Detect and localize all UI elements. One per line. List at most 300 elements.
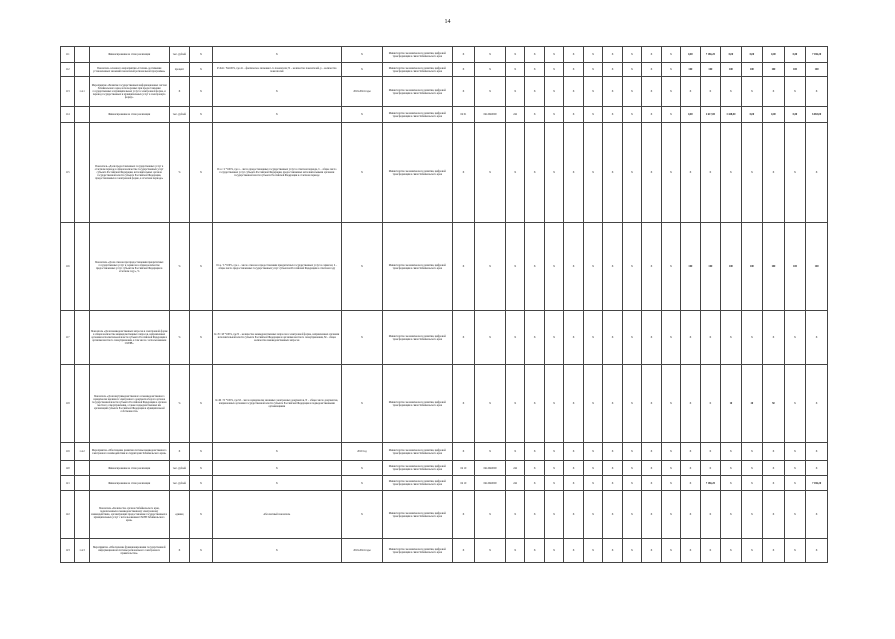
value-cell: X [564, 311, 583, 365]
value-cell: 2 617,00 [700, 107, 721, 123]
value-cell: X [544, 63, 563, 77]
value-cell: 50 [763, 365, 785, 443]
value-cell: X [475, 365, 506, 443]
value-cell: X [544, 77, 563, 107]
value-cell: 7 186,20 [700, 47, 721, 63]
period-cell: X [341, 476, 382, 491]
value-cell: X [763, 123, 785, 223]
value-cell: X [622, 77, 641, 107]
item-code-cell: 1.4.3 [75, 539, 89, 563]
value-cell: X [505, 47, 524, 63]
value-cell: X [583, 491, 602, 539]
table-row [61, 123, 828, 223]
value-cell: X [583, 476, 602, 491]
value-cell: X [622, 223, 641, 311]
value-cell: X [525, 107, 544, 123]
value-cell: X [763, 539, 785, 563]
value-cell: X [806, 461, 828, 476]
value-cell: X [681, 476, 700, 491]
period-cell: X [341, 107, 382, 123]
row-number-cell: 115 [61, 123, 75, 223]
value-cell: X [583, 223, 602, 311]
value-cell: X [741, 539, 763, 563]
value-cell: X [475, 311, 506, 365]
value-cell: X [525, 77, 544, 107]
value-cell: X [784, 123, 806, 223]
value-cell: X [583, 63, 602, 77]
page-number: 14 [444, 19, 451, 25]
value-cell: X [475, 47, 506, 63]
period-cell: X [341, 311, 382, 365]
value-cell: X [806, 77, 828, 107]
value-cell: X [741, 123, 763, 223]
value-cell: 0,00 [763, 107, 785, 123]
value-cell: X [642, 461, 661, 476]
value-cell: X [544, 539, 563, 563]
value-cell: X [505, 443, 524, 461]
value-cell: X [603, 491, 622, 539]
value-cell: X [622, 123, 641, 223]
value-cell: X [721, 443, 742, 461]
value-cell: X [700, 311, 721, 365]
value-cell: X [583, 77, 602, 107]
unit-cell: % [169, 223, 190, 311]
value-cell: X [544, 476, 563, 491]
value-cell: 04 10 [452, 476, 475, 491]
value-cell: X [564, 223, 583, 311]
value-cell: X [642, 311, 661, 365]
value-cell: X [475, 123, 506, 223]
responsible-cell: Министерство экономического развития, цифровой трансформации и связи Забайкальского края [382, 443, 452, 461]
value-cell: X [603, 311, 622, 365]
value-cell: X [661, 461, 680, 476]
value-cell: 100 [681, 63, 700, 77]
value-cell: X [681, 491, 700, 539]
value-cell: X [622, 365, 641, 443]
formula-cell: Абсолютный показатель [212, 491, 341, 539]
formula-cell: X [212, 107, 341, 123]
type-cell: X [190, 365, 213, 443]
row-number-cell: 120 [61, 461, 75, 476]
responsible-cell: Министерство экономического развития, цифровой трансформации и связи Забайкальского края [382, 461, 452, 476]
value-cell: X [544, 223, 563, 311]
row-number-cell: 121 [61, 476, 75, 491]
value-cell: X [681, 123, 700, 223]
value-cell: X [544, 443, 563, 461]
value-cell: X [642, 123, 661, 223]
value-cell: 0,00 [681, 47, 700, 63]
value-cell: X [700, 77, 721, 107]
value-cell: 0,00 [681, 107, 700, 123]
value-cell: X [525, 123, 544, 223]
type-cell: X [190, 476, 213, 491]
period-cell: 2019-2024 годы [341, 77, 382, 107]
value-cell: X [525, 47, 544, 63]
value-cell: X [622, 539, 641, 563]
value-cell: X [661, 107, 680, 123]
value-cell: X [806, 539, 828, 563]
unit-cell: % [169, 365, 190, 443]
value-cell: X [603, 365, 622, 443]
responsible-cell: Министерство экономического развития, цифровой трансформации и связи Забайкальского края [382, 77, 452, 107]
table-row [61, 63, 828, 77]
value-cell: X [661, 223, 680, 311]
value-cell: X [661, 77, 680, 107]
value-cell: X [784, 365, 806, 443]
formula-cell: K=N / M *100%, где N – количество межведомственных запросов в электронной форме, направленных органами исполнительной власти субъекта Российской Федерации и органами местного самоуправления, M – общее количество межведомственных запросов [212, 311, 341, 365]
value-cell: X [741, 77, 763, 107]
item-name-cell: Показатель «Количество органов Забайкальского края, подключенных к межведомственному электронному взаимодействию, организующих предоставление государственных и муниципальных услуг с использованием СМЭВ Забайкальского края» [89, 491, 169, 539]
value-cell: X [661, 476, 680, 491]
formula-cell: X [212, 539, 341, 563]
unit-cell: тыс. рублей [169, 461, 190, 476]
value-cell: X [564, 63, 583, 77]
value-cell: X [622, 443, 641, 461]
value-cell: X [452, 365, 475, 443]
value-cell: 100 [806, 223, 828, 311]
value-cell: X [642, 491, 661, 539]
formula-cell: X [212, 461, 341, 476]
value-cell: X [564, 461, 583, 476]
item-name-cell: Показатель «Доля отказов при предоставлении приоритетных государственных услуг и сервисов в общем количестве предоставленных услуг субъектом Российской Федерации в отчетном году», % [89, 223, 169, 311]
value-cell: X [544, 365, 563, 443]
value-cell: X [544, 123, 563, 223]
item-name-cell: Мероприятие «Обеспечение функционирования государственной информационной системы регионального электронного правительства» [89, 539, 169, 563]
unit-cell: X [169, 77, 190, 107]
value-cell: X [741, 461, 763, 476]
table-row [61, 539, 828, 563]
value-cell: X [622, 491, 641, 539]
value-cell: X [525, 311, 544, 365]
value-cell: X [741, 443, 763, 461]
period-cell: X [341, 491, 382, 539]
value-cell: X [564, 365, 583, 443]
period-cell: X [341, 47, 382, 63]
type-cell: X [190, 107, 213, 123]
value-cell: X [806, 491, 828, 539]
value-cell: 100 [741, 223, 763, 311]
value-cell: X [525, 443, 544, 461]
period-cell: X [341, 461, 382, 476]
value-cell: X [700, 443, 721, 461]
value-cell: X [721, 77, 742, 107]
value-cell: X [564, 539, 583, 563]
responsible-cell: Министерство экономического развития, цифровой трансформации и связи Забайкальского края [382, 311, 452, 365]
value-cell: X [603, 476, 622, 491]
item-code-cell: 1.4.1 [75, 77, 89, 107]
value-cell: 0,00 [741, 47, 763, 63]
value-cell: X [505, 63, 524, 77]
table-row [61, 476, 828, 491]
value-cell: 242 [505, 476, 524, 491]
value-cell: X [700, 365, 721, 443]
value-cell: X [681, 539, 700, 563]
value-cell: X [583, 365, 602, 443]
value-cell: X [806, 123, 828, 223]
value-cell: X [452, 77, 475, 107]
row-number-cell: 114 [61, 107, 75, 123]
value-cell: X [505, 223, 524, 311]
value-cell: X [763, 77, 785, 107]
row-number-cell: 123 [61, 539, 75, 563]
formula-cell: X [212, 77, 341, 107]
value-cell: X [583, 311, 602, 365]
value-cell: X [806, 365, 828, 443]
value-cell: X [475, 63, 506, 77]
row-number-cell: 117 [61, 311, 75, 365]
value-cell: 0412040000 [475, 461, 506, 476]
value-cell: X [525, 539, 544, 563]
value-cell: X [784, 77, 806, 107]
value-cell: X [452, 63, 475, 77]
value-cell: 100 [763, 63, 785, 77]
value-cell: X [452, 123, 475, 223]
value-cell: X [452, 539, 475, 563]
value-cell: X [661, 491, 680, 539]
value-cell: 0,00 [741, 107, 763, 123]
item-name-cell: Мероприятие «Развитие государственных информационных систем Забайкальского края, используемых при предоставлении государственных и муниципальных услуг в электронной форме, и перевод государственных и муниципальных услуг в электронную форму» [89, 77, 169, 107]
value-cell: X [603, 443, 622, 461]
row-number-cell: 122 [61, 491, 75, 539]
table-row [61, 461, 828, 476]
value-cell: X [505, 123, 524, 223]
value-cell: X [700, 123, 721, 223]
unit-cell: единиц [169, 491, 190, 539]
item-name-cell: Финансирование на этапе реализации [89, 107, 169, 123]
value-cell: X [525, 365, 544, 443]
value-cell: 3 448,00 [721, 107, 742, 123]
value-cell: 10 [721, 365, 742, 443]
value-cell: X [583, 107, 602, 123]
value-cell: X [564, 491, 583, 539]
responsible-cell: Министерство экономического развития, цифровой трансформации и связи Забайкальского края [382, 223, 452, 311]
value-cell: X [784, 311, 806, 365]
value-cell: X [544, 107, 563, 123]
type-cell: X [190, 63, 213, 77]
value-cell: X [681, 77, 700, 107]
type-cell: X [190, 461, 213, 476]
value-cell: X [661, 443, 680, 461]
value-cell: X [622, 47, 641, 63]
value-cell: X [564, 107, 583, 123]
value-cell: X [784, 539, 806, 563]
value-cell: X [505, 539, 524, 563]
item-code-cell [75, 107, 89, 123]
value-cell: X [784, 461, 806, 476]
item-code-cell [75, 223, 89, 311]
value-cell: 20 [741, 365, 763, 443]
value-cell: X [681, 461, 700, 476]
value-cell: 100 [763, 223, 785, 311]
value-cell: X [583, 47, 602, 63]
value-cell: 0412040000 [475, 476, 506, 491]
value-cell: 0,00 [784, 47, 806, 63]
value-cell: 0,00 [721, 47, 742, 63]
item-name-cell: Показатель «Доля предоставленных государственных услуг в отчетном периоде в общем количестве государственных услуг субъекта Российской Федерации, исполнительных органов государственной власти субъекта Российской Федерации, предоставляемых в электронной форме, в отчетном периоде» [89, 123, 169, 223]
period-cell: X [341, 123, 382, 223]
value-cell: 100 [681, 223, 700, 311]
table-row [61, 47, 828, 63]
value-cell: X [642, 77, 661, 107]
value-cell: X [661, 539, 680, 563]
value-cell: 100 [700, 63, 721, 77]
item-code-cell [75, 476, 89, 491]
value-cell: X [741, 311, 763, 365]
table-row [61, 443, 828, 461]
row-number-cell: 118 [61, 365, 75, 443]
value-cell: X [763, 491, 785, 539]
item-code-cell [75, 63, 89, 77]
table-row [61, 107, 828, 123]
value-cell: 6 065,00 [806, 107, 828, 123]
value-cell: X [505, 77, 524, 107]
item-name-cell: Показатель «Доля внутриведомственного и межведомственного юридически значимого электронного документооборота органов государственной власти субъекта Российской Федерации и органов местного самоуправления, а также подведомственных им организаций субъекта Российской Федерации в муниципальной собственности» [89, 365, 169, 443]
item-code-cell: 1.4.2 [75, 443, 89, 461]
value-cell: X [475, 491, 506, 539]
value-cell: X [622, 476, 641, 491]
value-cell: X [603, 107, 622, 123]
value-cell: X [622, 461, 641, 476]
responsible-cell: Министерство экономического развития, цифровой трансформации и связи Забайкальского края [382, 539, 452, 563]
item-name-cell: Показатель основного мероприятия «Степень достижения установленных значений показателей региональной программы» [89, 63, 169, 77]
value-cell: X [642, 365, 661, 443]
value-cell: X [583, 123, 602, 223]
value-cell: X [784, 476, 806, 491]
value-cell: X [564, 443, 583, 461]
formula-cell: X [212, 476, 341, 491]
value-cell: X [721, 491, 742, 539]
value-cell: X [544, 461, 563, 476]
unit-cell: X [169, 443, 190, 461]
item-name-cell: Показатель «Доля межведомственных запросов в электронной форме в общем количестве межведомственных запросов, направленных органами исполнительной власти субъекта Российской Федерации и органами местного самоуправления, в том числе с использованием СМЭВ» [89, 311, 169, 365]
value-cell: X [700, 461, 721, 476]
item-code-cell [75, 47, 89, 63]
unit-cell: тыс. рублей [169, 476, 190, 491]
value-cell: X [763, 461, 785, 476]
item-code-cell [75, 123, 89, 223]
value-cell: X [475, 77, 506, 107]
value-cell: X [583, 461, 602, 476]
value-cell: X [603, 77, 622, 107]
value-cell: X [622, 311, 641, 365]
value-cell: X [475, 443, 506, 461]
formula-cell: X [212, 47, 341, 63]
row-number-cell: 119 [61, 443, 75, 461]
row-number-cell: 111 [61, 47, 75, 63]
value-cell: 242 [505, 107, 524, 123]
item-name-cell: Финансирование на этапе реализации [89, 461, 169, 476]
period-cell: X [341, 365, 382, 443]
value-cell: 7 186,20 [806, 476, 828, 491]
value-cell: 100 [784, 63, 806, 77]
value-cell: X [721, 461, 742, 476]
value-cell: X [525, 491, 544, 539]
item-code-cell [75, 491, 89, 539]
type-cell: X [190, 443, 213, 461]
responsible-cell: Министерство экономического развития, цифровой трансформации и связи Забайкальского края [382, 123, 452, 223]
value-cell: X [721, 123, 742, 223]
value-cell: X [741, 476, 763, 491]
item-name-cell: Мероприятие «Обеспечение развития системы межведомственного электронного взаимодействия на территории Забайкальского края» [89, 443, 169, 461]
value-cell: 7 186,20 [806, 47, 828, 63]
value-cell: X [544, 491, 563, 539]
value-cell: 100 [741, 63, 763, 77]
program-table [60, 46, 828, 563]
row-number-cell: 112 [61, 63, 75, 77]
table-row [61, 77, 828, 107]
type-cell: X [190, 223, 213, 311]
value-cell: X [661, 123, 680, 223]
value-cell: X [525, 461, 544, 476]
value-cell: X [475, 223, 506, 311]
value-cell: X [642, 223, 661, 311]
period-cell: 2019 год [341, 443, 382, 461]
unit-cell: тыс. рублей [169, 107, 190, 123]
value-cell: X [505, 365, 524, 443]
formula-cell: K=M / N *100%, где M – число юридически значимых электронных документов, N – общее число документов, направленных органами государственной власти субъекта Российской Федерации и подведомственными организациями [212, 365, 341, 443]
responsible-cell: Министерство экономического развития, цифровой трансформации и связи Забайкальского края [382, 365, 452, 443]
value-cell: X [642, 476, 661, 491]
value-cell: X [603, 47, 622, 63]
value-cell: 0,00 [784, 107, 806, 123]
table-row [61, 223, 828, 311]
formula-cell: D=a / b *100%, где a – число отказов в предоставлении приоритетных государственных услуг и сервисов; b – общее число предоставленных государственных услуг субъектом Российской Федерации в отчетном году [212, 223, 341, 311]
value-cell: 100 [806, 63, 828, 77]
value-cell: X [763, 311, 785, 365]
value-cell: X [583, 443, 602, 461]
value-cell: X [681, 365, 700, 443]
value-cell: X [452, 223, 475, 311]
responsible-cell: Министерство экономического развития, цифровой трансформации и связи Забайкальского края [382, 63, 452, 77]
responsible-cell: Министерство экономического развития, цифровой трансформации и связи Забайкальского края [382, 491, 452, 539]
value-cell: 242 [505, 461, 524, 476]
value-cell: 7 186,20 [700, 476, 721, 491]
value-cell: X [603, 461, 622, 476]
value-cell: X [564, 123, 583, 223]
value-cell: X [505, 491, 524, 539]
type-cell: X [190, 539, 213, 563]
value-cell: X [564, 476, 583, 491]
table-row [61, 365, 828, 443]
value-cell: X [603, 539, 622, 563]
value-cell: X [661, 365, 680, 443]
table-row [61, 491, 828, 539]
type-cell: X [190, 47, 213, 63]
value-cell: X [452, 47, 475, 63]
value-cell: X [681, 311, 700, 365]
value-cell: X [475, 539, 506, 563]
unit-cell: X [169, 539, 190, 563]
value-cell: X [603, 123, 622, 223]
value-cell: X [452, 443, 475, 461]
value-cell: X [721, 311, 742, 365]
period-cell: 2019-2024 годы [341, 539, 382, 563]
value-cell: X [564, 77, 583, 107]
value-cell: X [763, 476, 785, 491]
value-cell: X [806, 311, 828, 365]
unit-cell: процент [169, 63, 190, 77]
value-cell: X [544, 47, 563, 63]
value-cell: 100 [700, 223, 721, 311]
item-name-cell: Финансирование на этапе реализации [89, 47, 169, 63]
responsible-cell: Министерство экономического развития, цифровой трансформации и связи Забайкальского края [382, 47, 452, 63]
value-cell: X [583, 539, 602, 563]
value-cell: 100 [721, 63, 742, 77]
value-cell: X [741, 491, 763, 539]
responsible-cell: Министерство экономического развития, цифровой трансформации и связи Забайкальского края [382, 476, 452, 491]
type-cell: X [190, 311, 213, 365]
item-code-cell [75, 461, 89, 476]
